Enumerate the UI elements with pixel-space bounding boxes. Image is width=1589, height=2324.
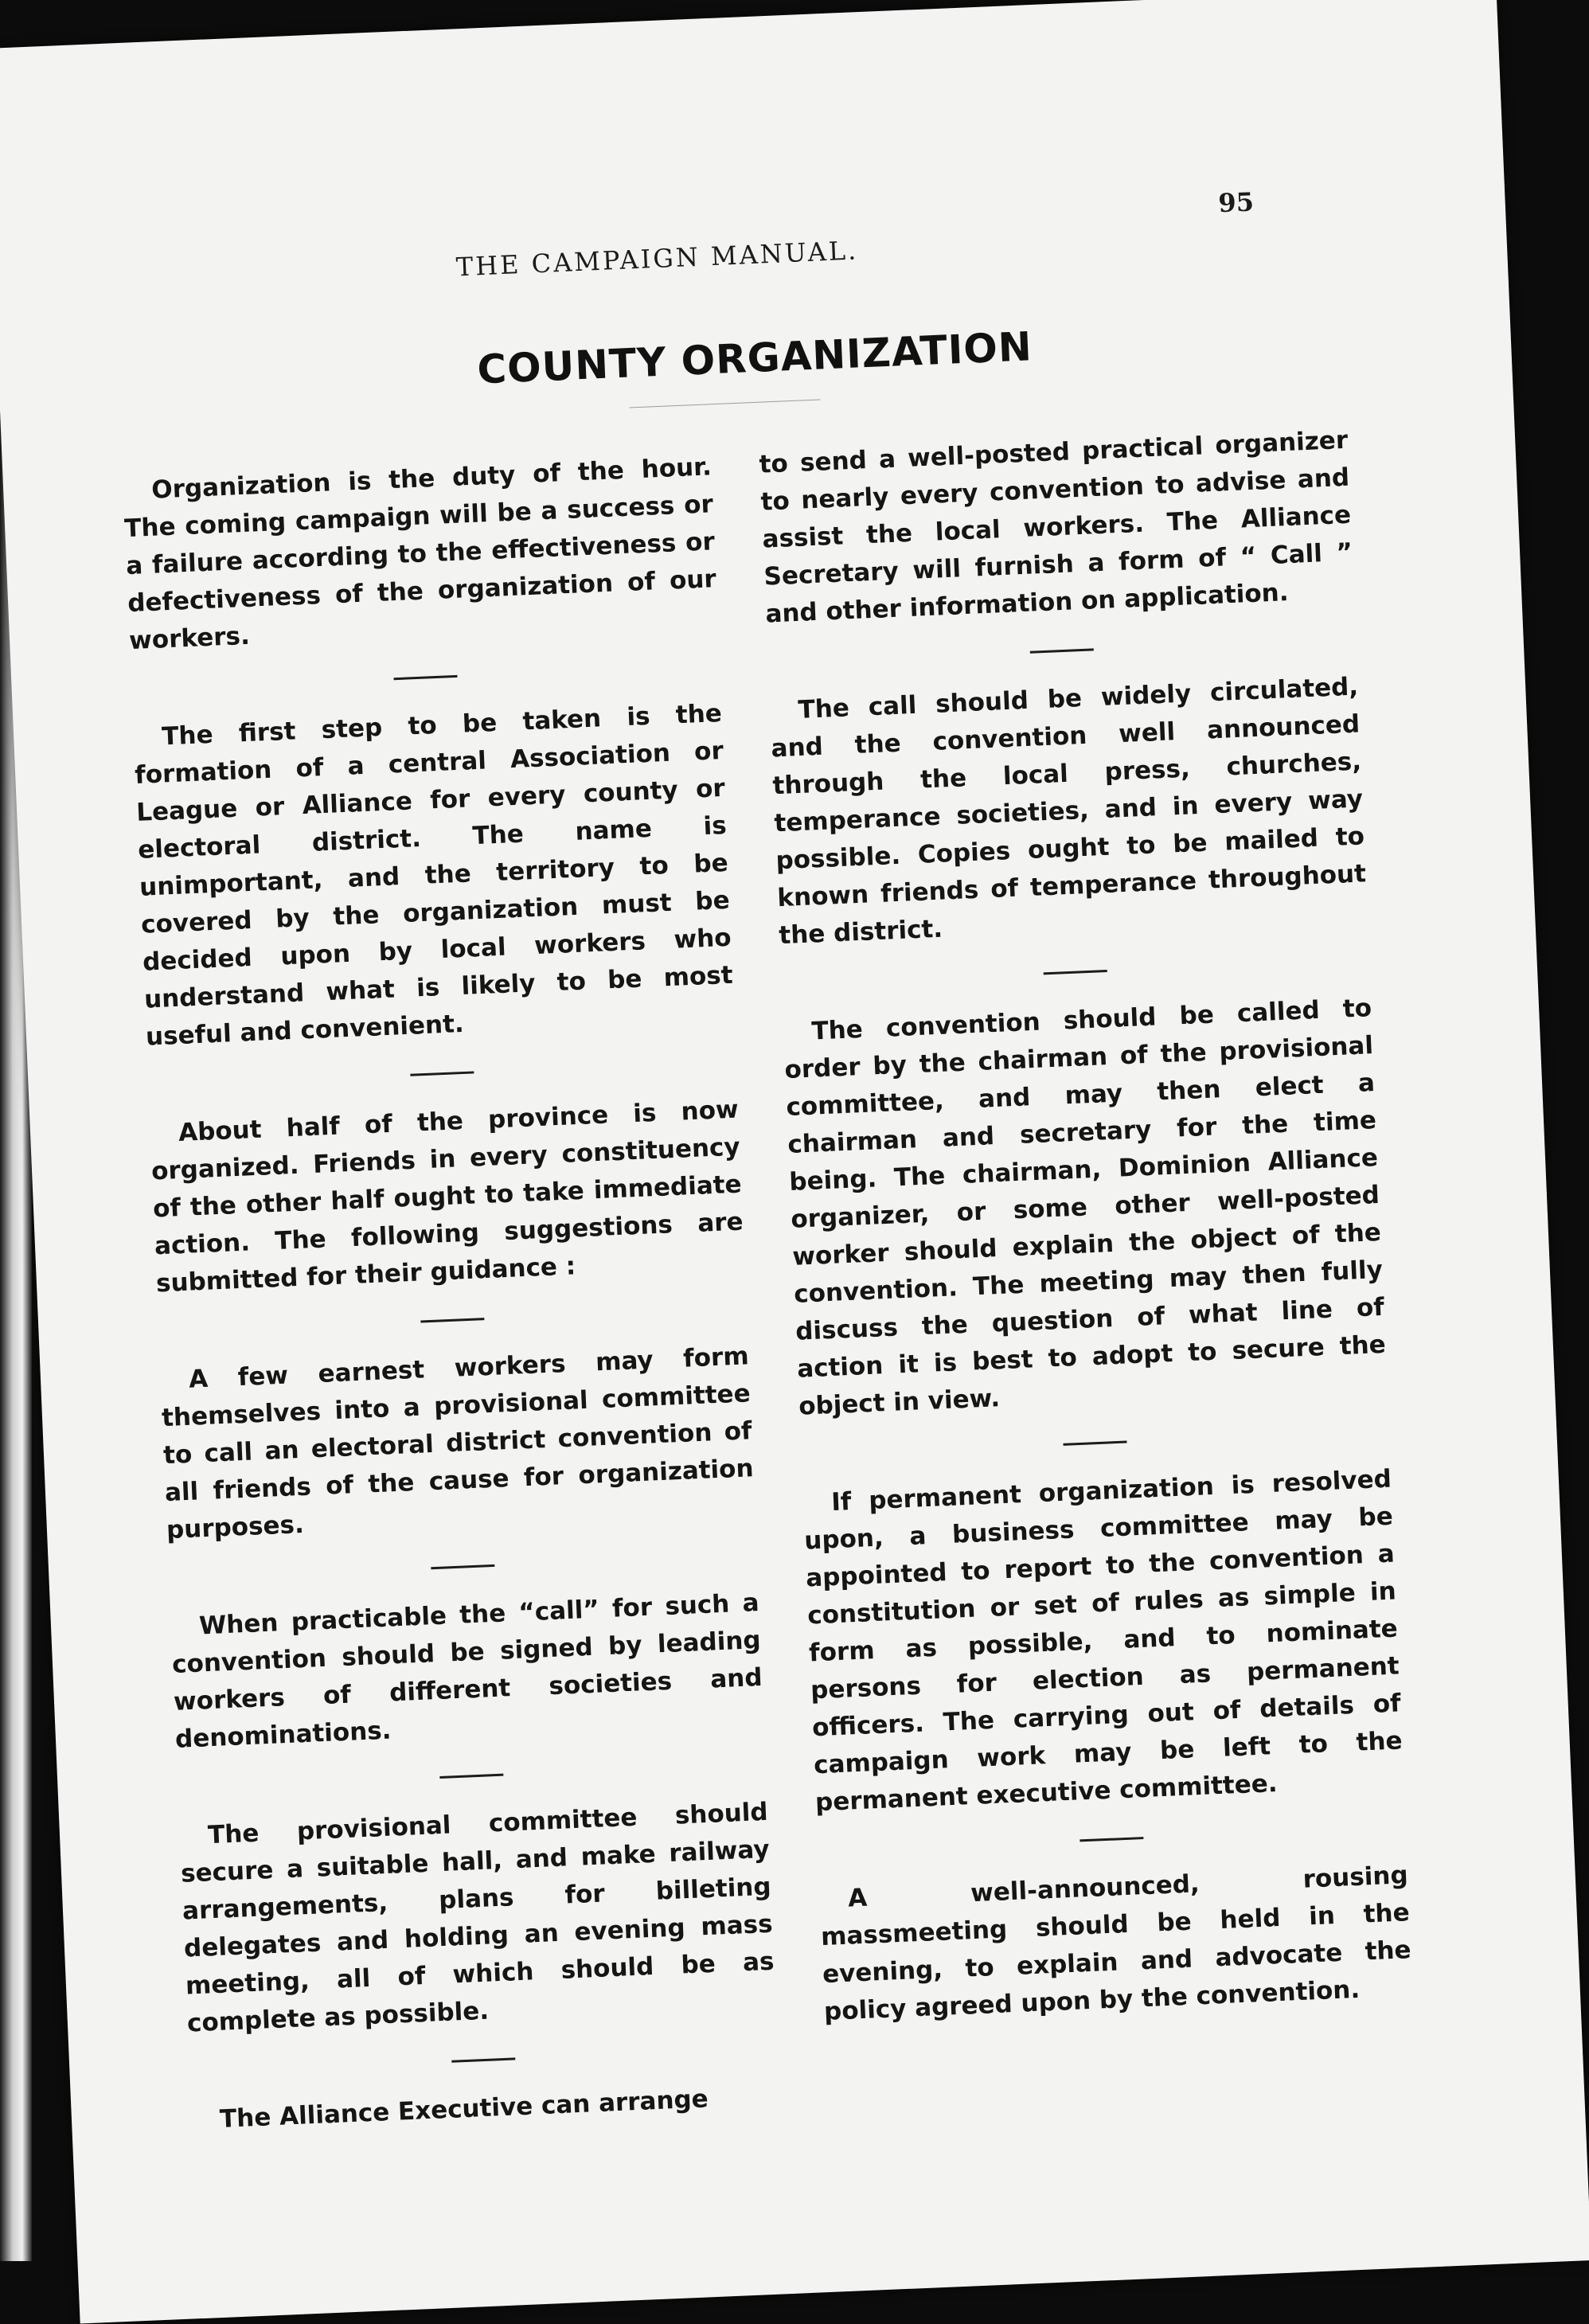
paragraph: When practicable the “call” for such a convention should be signed by leading workers of different societies and denominations. — [171, 1588, 763, 1754]
section-separator — [439, 1774, 503, 1779]
page-number: 95 — [1217, 186, 1255, 219]
paragraph: The Alliance Executive can arrange — [219, 2084, 709, 2134]
section-separator — [1080, 1837, 1143, 1842]
paragraph: A few earnest workers may form themselves into a provisional committee to call an electoral district convention of all friends of the cause for organization purposes. — [161, 1342, 755, 1545]
section-separator — [410, 1071, 474, 1076]
right-column — [759, 422, 1414, 2031]
paragraph: The convention should be called to order by the chairman of the provisional committee, and may then elect a chairman and secretary for the time being. The chairman, Dominion Alliance organizer, or some other well-posted worker should explain the object of the convention. The meeting may then fully discuss the question of what line of action it is best to adopt to secure the object in view. — [783, 994, 1387, 1421]
paragraph: The first step to be taken is the formation of a central Association or League or Alliance for every county or electoral district. The name is unimportant, and the territory to be covered by the organization must be decided upon by local workers who understand what is likely to be most useful and convenient. — [134, 699, 734, 1052]
title-rule — [630, 399, 821, 408]
section-separator — [451, 2057, 515, 2062]
section-separator — [1063, 1441, 1126, 1446]
paragraph: A well-announced, rousing massmeeting should be held in the evening, to explain and advocate the policy agreed upon by the convention. — [820, 1861, 1412, 2027]
section-separator — [431, 1564, 494, 1569]
paragraph: to send a well-posted practical organizer to nearly every convention to advise and assist the local workers. The Alliance Secretary will furnish a form of “ Call ” and other information on application. — [758, 425, 1353, 629]
section-separator — [1030, 648, 1094, 653]
section-separator — [1044, 970, 1107, 975]
paragraph: The provisional committee should secure a suitable hall, and make railway arrangements, plans for billeting delegates and holding an evening mass meeting, all of which should be as complete as possible. — [180, 1797, 775, 2038]
paragraph: About half of the province is now organized. Friends in every constituency of the other half ought to take immediate action. The following suggestions are submitted for their guidance : — [150, 1095, 744, 1299]
paragraph: Organization is the duty of the hour. The coming campaign will be a success or a failure according to the effectiveness or defectiveness of the organization of our workers. — [123, 452, 717, 656]
running-head: THE CAMPAIGN MANUAL. — [455, 235, 859, 283]
page-title: COUNTY ORGANIZATION — [476, 323, 1033, 393]
page-header — [0, 176, 1506, 287]
paragraph: The call should be widely circulated, and the convention well announced through the local press, churches, temperance societies, and in every way possible. Copies ought to be mailed to known friends of temperance throughout the district. — [770, 672, 1367, 951]
paragraph: If permanent organization is resolved upon, a business committee may be appointed to report to the convention a constitution or set of rules as simple in form as possible, and to nominate persons for election as permanent officers. The carrying out of details of campaign work may be left to the permanent executive committee. — [803, 1464, 1404, 1818]
section-separator — [393, 675, 457, 680]
left-column — [122, 448, 780, 2139]
section-separator — [420, 1318, 484, 1322]
